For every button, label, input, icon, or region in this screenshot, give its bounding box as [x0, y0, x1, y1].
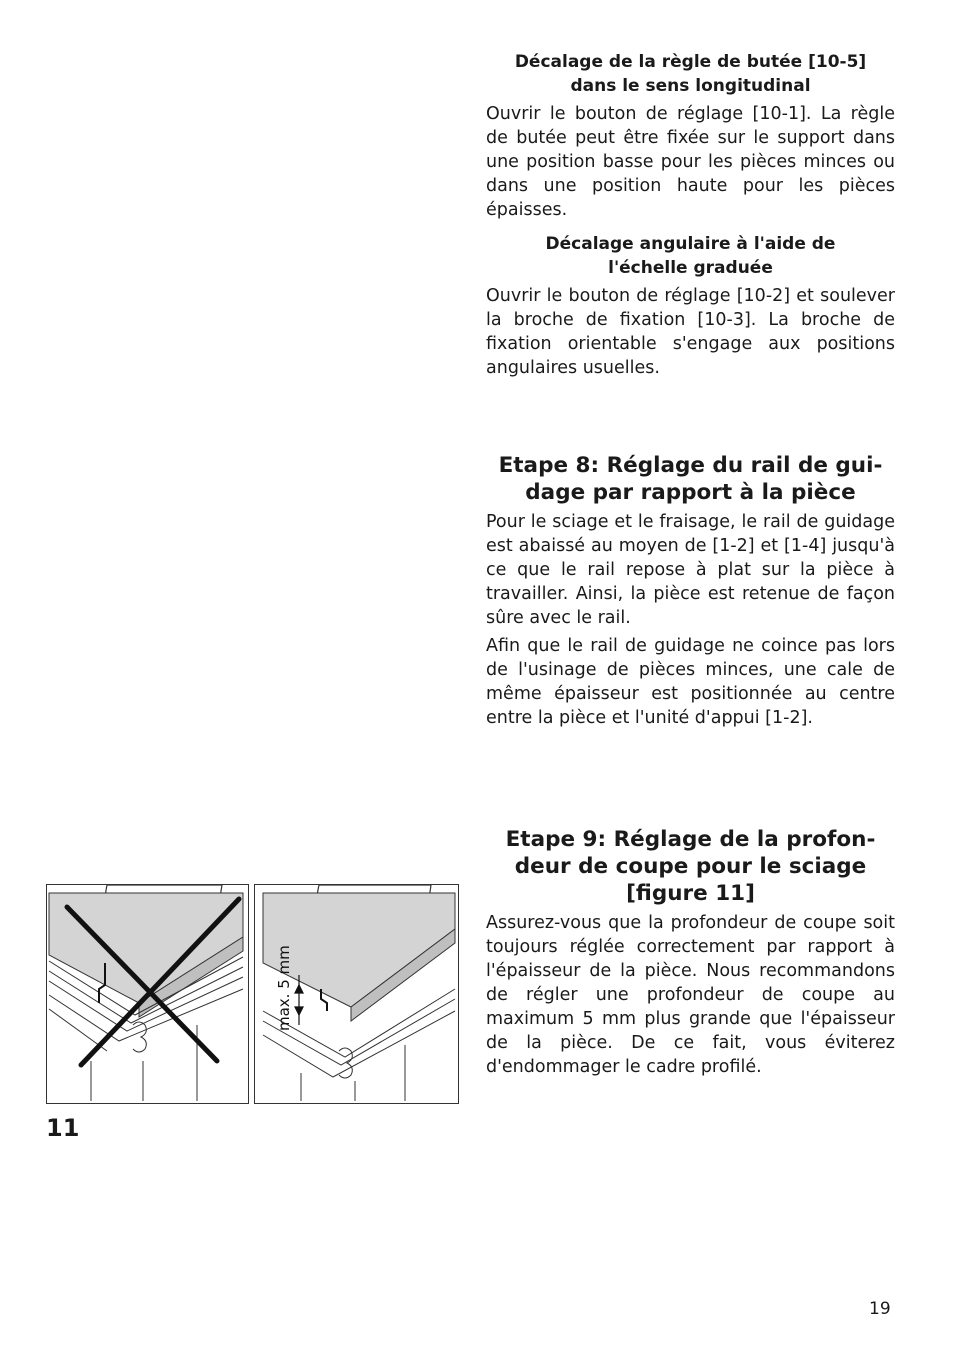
step-title-line: deur de coupe pour le sciage	[514, 854, 867, 879]
section-title-line: Décalage angulaire à l'aide de	[545, 234, 836, 254]
section-body: Ouvrir le bouton de réglage [10-1]. La règle de butée peut être fixée sur le support dans une position basse pour les pièces minces ou dans une position haute pour les pièces épaisses.	[486, 104, 895, 220]
section-title-line: Décalage de la règle de butée [10-5]	[514, 52, 867, 72]
step-body: Afin que le rail de guidage ne coince pas lors de l'usinage de pièces minces, une cale de même épaisseur est positionnée au centre entre la pièce et l'unité d'appui [1-2].	[486, 636, 895, 728]
section-body: Ouvrir le bouton de réglage [10-2] et soulever la broche de fixation [10-3]. La broche de fixation orientable s'engage aux positions angulaires usuelles.	[486, 286, 895, 378]
correct-depth-illustration	[255, 885, 458, 1103]
incorrect-depth-illustration	[47, 885, 248, 1103]
section-angular-shift	[486, 232, 895, 380]
section-ruler-shift	[486, 50, 895, 222]
step-title-line: Etape 9: Réglage de la profon-	[505, 827, 876, 852]
step-title-line: Etape 8: Réglage du rail de gui-	[498, 453, 883, 478]
step-title-line: [figure 11]	[626, 881, 755, 906]
max-depth-label: max. 5 mm	[275, 945, 293, 1031]
figure-incorrect-panel	[46, 884, 249, 1104]
step-body: Assurez-vous que la profondeur de coupe soit toujours réglée correctement par rapport à l'épaisseur de la pièce. Nous recommandons de régler une profondeur de coupe au maximum 5 mm plus grande que l'épaisseur de la pièce. De ce fait, vous éviterez d'endommager le cadre profilé.	[486, 913, 895, 1077]
figure-correct-panel	[254, 884, 459, 1104]
step-title-line: dage par rapport à la pièce	[525, 480, 856, 505]
section-step-9	[486, 826, 895, 1079]
section-step-8	[486, 452, 895, 730]
step-body: Pour le sciage et le fraisage, le rail de guidage est abaissé au moyen de [1-2] et [1-4] jusqu'à ce que le rail repose à plat sur la pièce à travailler. Ainsi, la pièce est retenue de façon sûre avec le rail.	[486, 512, 895, 628]
section-title-line: dans le sens longitudinal	[570, 76, 811, 96]
figure-number: 11	[46, 1114, 80, 1142]
page-number: 19	[869, 1299, 891, 1319]
section-title-line: l'échelle graduée	[608, 258, 773, 278]
